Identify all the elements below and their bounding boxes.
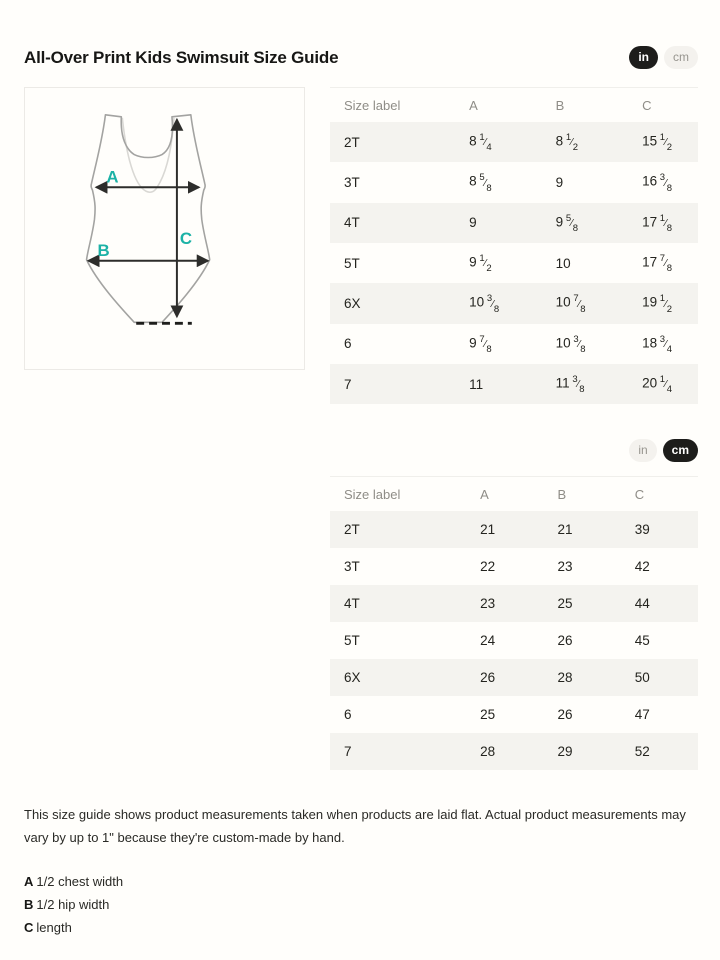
measurement-cell: 44 xyxy=(634,596,650,612)
inches-table-container xyxy=(330,87,698,404)
swimsuit-outline xyxy=(87,115,210,323)
size-label-cell: 4T xyxy=(344,596,360,612)
measurement-cell: 20 $^1⁄_4$ xyxy=(642,373,673,396)
column-header: A xyxy=(469,98,478,113)
measurement-cell: 28 xyxy=(557,670,573,686)
measurement-cell: 17 $^1⁄_8$ xyxy=(642,212,673,234)
measurement-cell: 9 $^1⁄_2$ xyxy=(469,252,492,275)
page-header xyxy=(24,0,698,69)
legend-item-c xyxy=(24,921,698,934)
size-table-inches xyxy=(330,87,698,404)
unit-toggle-bottom xyxy=(629,439,698,462)
unit-in-button-bottom[interactable]: in xyxy=(629,439,656,462)
size-table-cm xyxy=(330,476,698,770)
measurement-cell: 8 $^5⁄_8$ xyxy=(469,172,492,194)
unit-toggle-bottom-row xyxy=(24,439,698,462)
swimsuit-back-neckline xyxy=(122,118,174,192)
measurement-cell: 47 xyxy=(634,707,650,723)
measurement-cell: 9 $^5⁄_8$ xyxy=(555,212,579,234)
size-label-cell: 4T xyxy=(344,215,360,231)
legend-item-b xyxy=(24,898,698,911)
table-header-row xyxy=(330,88,698,123)
unit-in-button-top[interactable]: in xyxy=(629,46,658,69)
size-label-cell: 5T xyxy=(344,255,360,271)
table-row xyxy=(330,324,698,364)
size-label-cell: 3T xyxy=(344,559,360,575)
column-header: C xyxy=(642,98,652,113)
column-header: B xyxy=(555,98,565,113)
measurement-cell: 10 xyxy=(555,255,571,271)
measurement-cell: 10 $^7⁄_8$ xyxy=(555,293,586,315)
swimsuit-measurement-diagram xyxy=(24,87,305,370)
measurement-cell: 17 $^7⁄_8$ xyxy=(642,252,673,275)
table-row xyxy=(330,511,698,548)
legend-item-a xyxy=(24,875,698,888)
size-label-cell: 3T xyxy=(344,174,360,190)
diagram-and-inches-table xyxy=(24,87,698,404)
size-label-cell: 7 xyxy=(344,744,352,760)
column-header: C xyxy=(634,487,645,503)
legend-key-a: A xyxy=(24,874,34,890)
measurement-cell: 39 xyxy=(634,522,650,538)
measurement-note: This size guide shows product measurements taken when products are laid flat. Actual product measurements may vary by up to 1" because they're custom-made by hand. xyxy=(24,807,686,846)
measurement-cell: 9 $^7⁄_8$ xyxy=(469,333,492,355)
measurement-cell: 24 xyxy=(480,633,496,649)
measurement-cell: 10 $^3⁄_8$ xyxy=(469,293,500,315)
page-title: All-Over Print Kids Swimsuit Size Guide xyxy=(24,47,339,67)
legend-label-b: 1/2 hip width xyxy=(36,897,110,913)
cm-table-container xyxy=(330,476,698,770)
size-label-cell: 2T xyxy=(344,134,360,150)
measurement-cell: 11 $^3⁄_8$ xyxy=(555,373,585,396)
table-row xyxy=(330,585,698,622)
unit-cm-button-top[interactable]: cm xyxy=(664,46,698,69)
size-label-cell: 6 xyxy=(344,707,352,723)
size-label-cell: 2T xyxy=(344,522,360,538)
measurement-cell: 10 $^3⁄_8$ xyxy=(555,333,586,355)
size-label-cell: 6 xyxy=(344,336,352,352)
measurement-cell: 26 xyxy=(480,670,496,686)
label-b: B xyxy=(97,240,110,260)
size-label-cell: 6X xyxy=(344,295,361,311)
legend-key-c: C xyxy=(24,920,34,936)
unit-toggle-top xyxy=(629,46,698,69)
measurement-cell: 42 xyxy=(634,559,650,575)
column-header: A xyxy=(480,487,489,503)
measurement-cell: 21 xyxy=(557,522,573,538)
measurement-cell: 29 xyxy=(557,744,573,760)
measurement-cell: 9 xyxy=(469,215,477,231)
table-row xyxy=(330,622,698,659)
measurement-cell: 26 xyxy=(557,707,573,723)
measurement-cell: 18 $^3⁄_4$ xyxy=(642,333,673,355)
column-header: Size label xyxy=(344,98,401,113)
measurement-cell: 11 xyxy=(469,376,484,392)
table-row xyxy=(330,364,698,404)
measurement-cell: 9 xyxy=(555,174,564,190)
swimsuit-diagram-svg xyxy=(25,88,304,369)
measurement-cell: 23 xyxy=(480,596,496,612)
size-label-cell: 7 xyxy=(344,376,352,392)
measurement-cell: 15 $^1⁄_2$ xyxy=(642,132,673,154)
table-row xyxy=(330,733,698,770)
table-row xyxy=(330,162,698,202)
table-row xyxy=(330,203,698,243)
size-label-cell: 6X xyxy=(344,670,361,686)
legend-key-b: B xyxy=(24,897,34,913)
measurement-legend xyxy=(24,875,698,934)
table-header-row xyxy=(330,477,698,512)
table-row xyxy=(330,548,698,585)
measurement-cell: 21 xyxy=(480,522,496,538)
label-c: C xyxy=(179,228,193,248)
table-row xyxy=(330,696,698,733)
measurement-cell: 52 xyxy=(634,744,650,760)
measurement-cell: 8 $^1⁄_4$ xyxy=(469,132,492,154)
measurement-cell: 25 xyxy=(557,596,573,612)
table-row xyxy=(330,122,698,162)
measurement-cell: 25 xyxy=(480,707,496,723)
column-header: B xyxy=(557,487,567,503)
measurement-cell: 26 xyxy=(557,633,573,649)
measurement-cell: 19 $^1⁄_2$ xyxy=(642,293,673,315)
unit-cm-button-bottom[interactable]: cm xyxy=(663,439,698,462)
measurement-cell: 8 $^1⁄_2$ xyxy=(555,132,579,154)
table-row xyxy=(330,243,698,283)
table-row xyxy=(330,283,698,323)
legend-label-a: 1/2 chest width xyxy=(36,874,124,890)
size-label-cell: 5T xyxy=(344,633,360,649)
legend-label-c: length xyxy=(36,920,72,936)
measurement-cell: 50 xyxy=(634,670,650,686)
table-row xyxy=(330,659,698,696)
measurement-cell: 28 xyxy=(480,744,496,760)
label-a: A xyxy=(106,167,119,187)
measurement-cell: 16 $^3⁄_8$ xyxy=(642,172,673,194)
measurement-cell: 22 xyxy=(480,559,496,575)
measurement-cell: 23 xyxy=(557,559,573,575)
column-header: Size label xyxy=(344,487,401,503)
measurement-cell: 45 xyxy=(634,633,650,649)
